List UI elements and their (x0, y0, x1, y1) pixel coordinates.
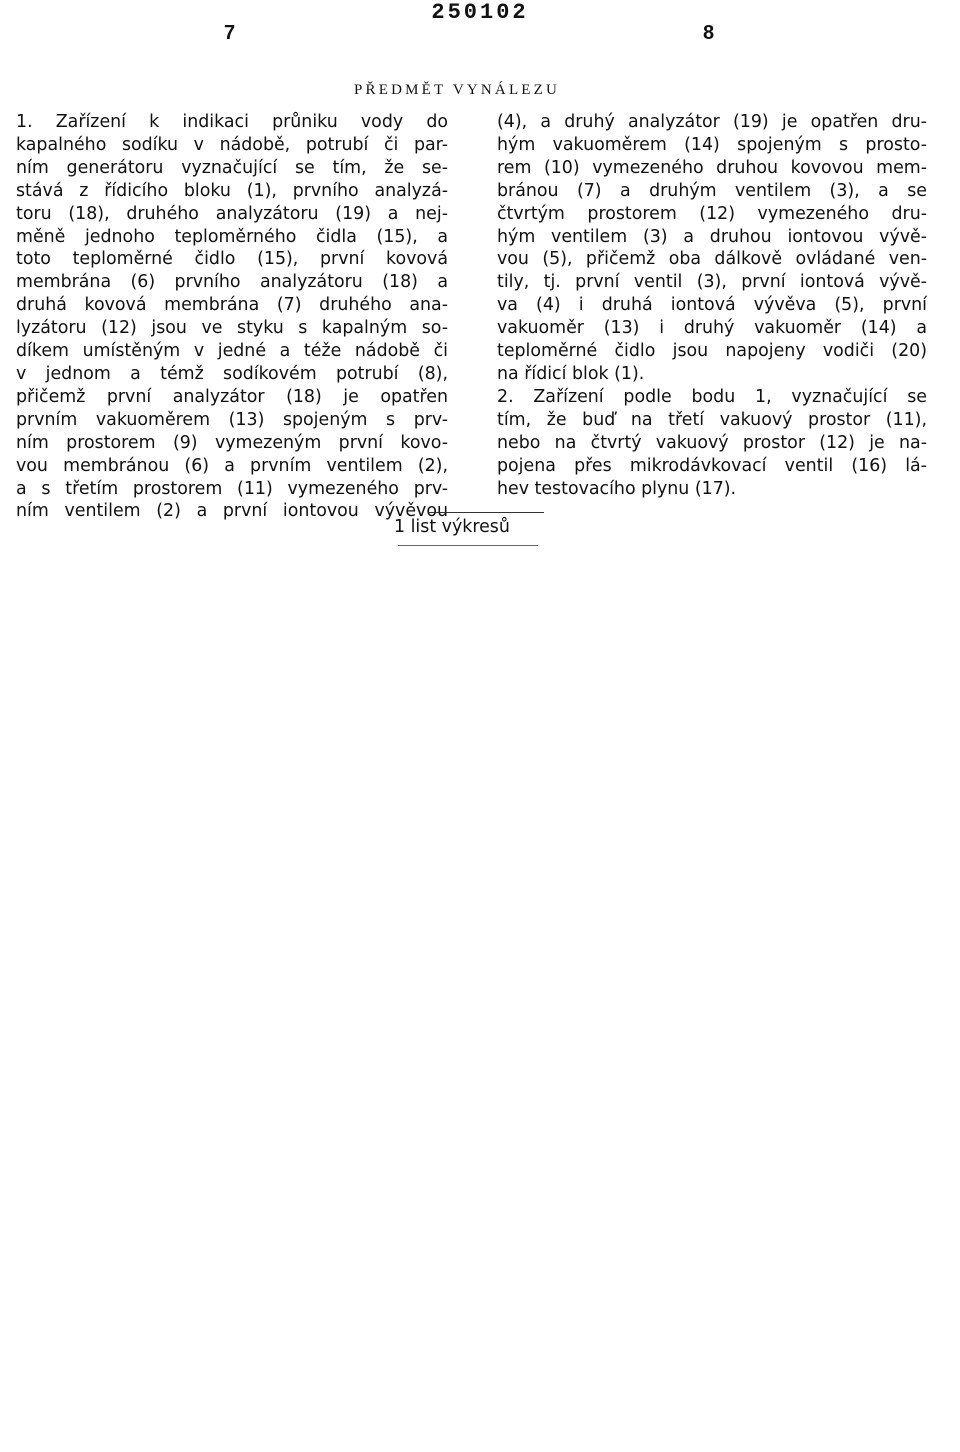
claim-text-line: lyzátoru (12) jsou ve styku s kapalným so- (16, 318, 448, 339)
claim-text-line: prvním vakuoměrem (13) spojeným s prv- (16, 409, 448, 430)
claim-text-line: čtvrtým prostorem (12) vymezeného dru- (497, 203, 927, 224)
claim-text-line: ním generátoru vyznačující se tím, že se- (16, 157, 448, 178)
claim-text-line: toto teploměrné čidlo (15), první kovová (16, 249, 448, 270)
claims-right-column (497, 111, 927, 500)
claim-text-line: va (4) i druhá iontová vývěva (5), první (497, 295, 927, 316)
claim-text-line: teploměrné čidlo jsou napojeny vodiči (20) (497, 341, 927, 362)
claim-text-line: vou (5), přičemž oba dálkově ovládané ven- (497, 249, 927, 270)
claim-text-line: druhá kovová membrána (7) druhého ana- (16, 295, 448, 316)
drawing-sheets-note: 1 list výkresů (394, 517, 510, 537)
claim-text-line: na řídicí blok (1). (497, 363, 645, 384)
footer-rule-bottom (398, 545, 538, 546)
claim-text-line: přičemž první analyzátor (18) je opatřen (16, 386, 448, 407)
claim-text-line: stává z řídicího bloku (1), prvního analyzá- (16, 180, 448, 201)
claims-left-column (16, 111, 448, 523)
claim-text-line: kapalného sodíku v nádobě, potrubí či par- (16, 134, 448, 155)
claim-text-line: bránou (7) a druhým ventilem (3), a se (497, 180, 927, 201)
claim-text-line: vou membránou (6) a prvním ventilem (2), (16, 455, 448, 476)
claim-text-line: a s třetím prostorem (11) vymezeného prv- (16, 478, 448, 499)
claim-text-line: toru (18), druhého analyzátoru (19) a nej- (16, 203, 448, 224)
claim-text-line: (4), a druhý analyzátor (19) je opatřen dru- (497, 112, 927, 132)
claim-text-line: tím, že buď na třetí vakuový prostor (11), (497, 409, 927, 430)
claim-text-line: nebo na čtvrtý vakuový prostor (12) je na- (497, 432, 927, 453)
claim-text-line: hým vakuoměrem (14) spojeným s prosto- (497, 134, 927, 155)
claim-text-line: ním ventilem (2) a první iontovou vývěvou (16, 501, 448, 522)
section-title: PŘEDMĚT VYNÁLEZU (354, 82, 561, 98)
footer-rule-top (428, 512, 544, 513)
claim-text-line: měně jednoho teploměrného čidla (15), a (16, 226, 448, 247)
claim-text-line: ním prostorem (9) vymezeným první kovo- (16, 432, 448, 453)
claim-text-line: 2. Zařízení podle bodu 1, vyznačující se (497, 386, 927, 407)
claim-text-line: díkem umístěným v jedné a téže nádobě či (16, 341, 448, 362)
claim-text-line: vakuoměr (13) i druhý vakuoměr (14) a (497, 318, 927, 339)
claim-text-line: tily, tj. první ventil (3), první iontová vývě- (497, 272, 927, 293)
claim-text-line: hev testovacího plynu (17). (497, 478, 737, 499)
claim-text-line: hým ventilem (3) a druhou iontovou vývě- (497, 226, 927, 247)
claim-text-line: v jednom a témž sodíkovém potrubí (8), (16, 363, 448, 384)
page-number-right: 8 (703, 22, 715, 44)
claim-text-line: pojena přes mikrodávkovací ventil (16) lá- (497, 455, 927, 476)
claim-text-line: 1. Zařízení k indikaci průniku vody do (16, 112, 448, 132)
page-number-left: 7 (224, 22, 236, 44)
patent-number: 250102 (431, 0, 529, 25)
claim-text-line: rem (10) vymezeného druhou kovovou mem- (497, 157, 927, 178)
claim-text-line: membrána (6) prvního analyzátoru (18) a (16, 272, 448, 293)
